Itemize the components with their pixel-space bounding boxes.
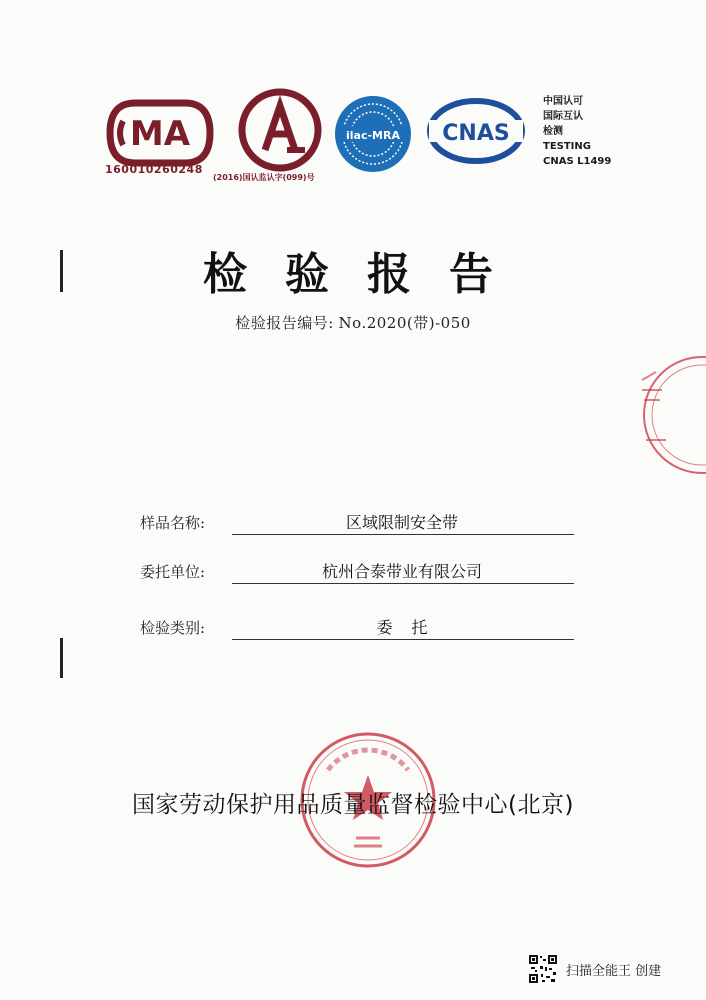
field-value: 委 托 xyxy=(376,618,428,637)
field-value: 杭州合泰带业有限公司 xyxy=(321,562,482,581)
svg-text:MA: MA xyxy=(129,114,191,154)
side-seal-stamp xyxy=(622,350,706,480)
field-underline xyxy=(232,534,574,535)
issuing-organization: 国家劳动保护用品质量监督检验中心(北京) xyxy=(132,792,574,818)
cnas-logo xyxy=(427,98,525,164)
field-label: 检验类别: xyxy=(140,619,206,637)
field-value: 区域限制安全带 xyxy=(345,513,458,532)
page-title: 检验报告 xyxy=(203,249,531,300)
scanner-watermark: 扫描全能王 创建 xyxy=(566,964,662,979)
field-label: 委托单位: xyxy=(140,563,206,581)
svg-text:CNAS: CNAS xyxy=(442,121,510,146)
cal-logo xyxy=(225,88,335,178)
svg-text:ilac-MRA: ilac-MRA xyxy=(346,129,400,142)
field-sample-name xyxy=(140,508,580,536)
qr-code-icon xyxy=(528,954,558,984)
ilac-mra-logo xyxy=(333,94,413,174)
cma-code: 160010260248 xyxy=(105,163,203,176)
field-inspection-type xyxy=(140,613,580,641)
report-number-value: No.2020(带)-050 xyxy=(338,314,471,332)
field-underline xyxy=(232,639,574,640)
report-number-label: 检验报告编号: xyxy=(235,314,334,332)
cnas-accreditation-text: 中国认可 国际互认 检测 TESTING CNAS L1499 xyxy=(543,96,612,167)
accreditation-logos xyxy=(105,88,625,188)
report-number xyxy=(0,312,706,333)
field-label: 样品名称: xyxy=(140,514,206,532)
binding-mark-bottom xyxy=(60,638,63,678)
field-underline xyxy=(232,583,574,584)
field-client-unit xyxy=(140,557,580,585)
cal-code: (2016)国认监认字(099)号 xyxy=(213,173,315,182)
